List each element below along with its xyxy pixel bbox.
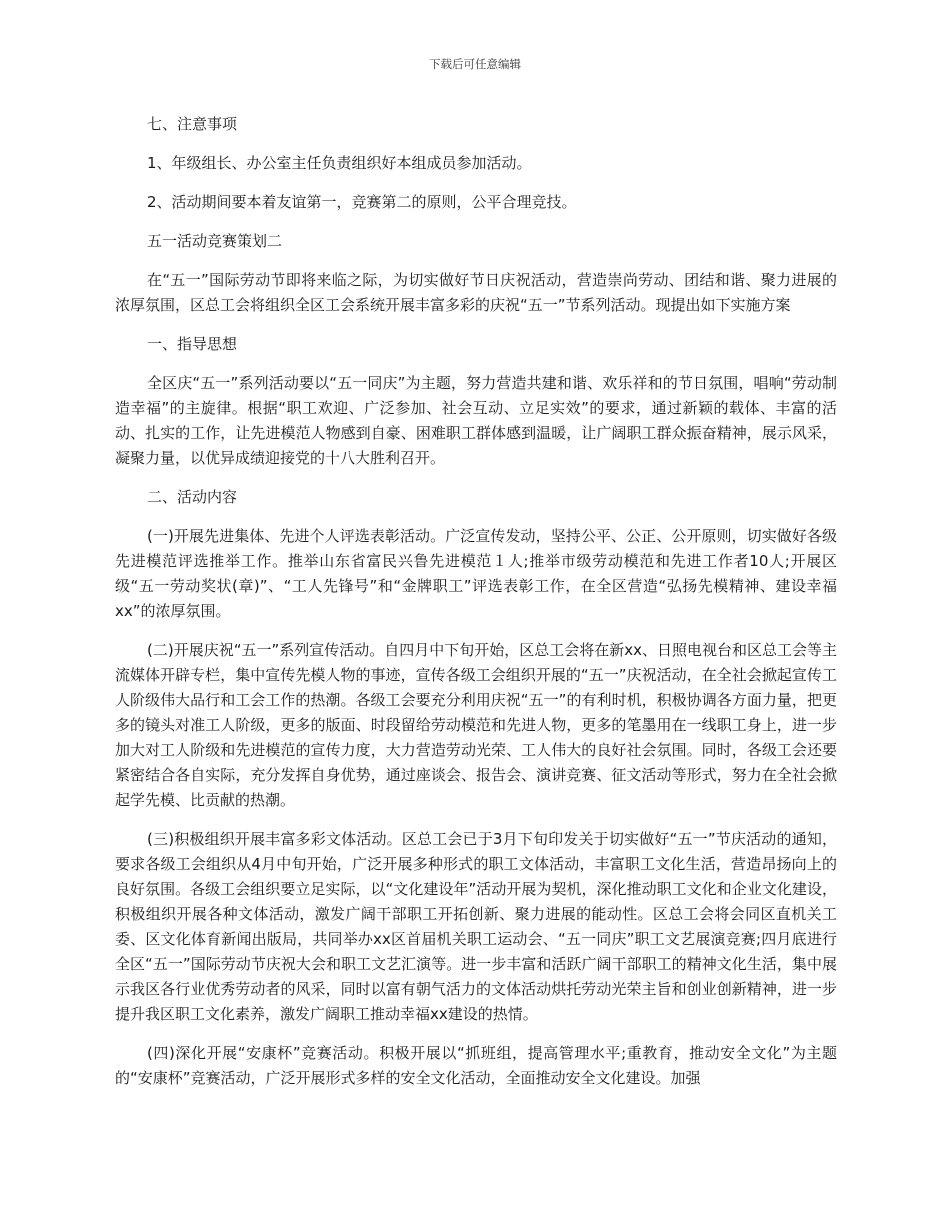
section-title: 一、指导思想 [147,335,238,353]
section-title: 二、活动内容 [147,488,238,506]
content-item-2: (二)开展庆祝“五一”系列宣传活动。自四月中下旬开始，区总工会将在新xx、日照电视台和区总工会等主流媒体开辟专栏，集中宣传先模人物的事迹，宣传各级工会组织开展的“五一”庆祝活动，在全社会掀起宣传工人阶级伟大品行和工会工作的热潮。各级工会要充分利用庆祝“五一”的有利时机，积极协调各方面力量，把更多的镜头对准工人阶级，更多的版面、时段留给劳动模范和先进人物，更多的笔墨用在一线职工身上，进一步加大对工人阶级和先进模范的宣传力度，大力营造劳动光荣、工人伟大的良好社会氛围。同时，各级工会还要紧密结合各自实际，充分发挥自身优势，通过座谈会、报告会、演讲竞赛、征文活动等形式，努力在全社会掀起学先模、比贡献的热潮。 [115,641,838,809]
list-item: 2、活动期间要本着友谊第一，竞赛第二的原则，公平合理竞技。 [147,193,577,211]
document-body [115,112,837,1105]
intro-paragraph: 在“五一”国际劳动节即将来临之际，为切实做好节日庆祝活动，营造崇尚劳动、团结和谐、聚力进展的浓厚氛围，区总工会将组织全区工会系统开展丰富多彩的庆祝“五一”节系列活动。现提出如下实施方案 [115,271,837,314]
guide-paragraph: 全区庆“五一”系列活动要以“五一同庆”为主题，努力营造共建和谐、欢乐祥和的节日氛围，唱响“劳动制造幸福”的主旋律。根据“职工欢迎、广泛参加、社会互动、立足实效”的要求，通过新颖的载体、丰富的活动、扎实的工作，让先进模范人物感到自豪、困难职工群体感到温暖，让广阔职工群众振奋精神，展示风采，凝聚力量，以优异成绩迎接党的十八大胜利召开。 [115,374,837,467]
list-item: 1、年级组长、办公室主任负责组织好本组成员参加活动。 [147,154,532,172]
plan-title: 五一活动竞赛策划二 [147,232,283,250]
content-item-4: (四)深化开展“安康杯”竞赛活动。积极开展以“抓班组，提高管理水平;重教育，推动安全文化”为主题的“安康杯”竞赛活动，广泛开展形式多样的安全文化活动，全面推动安全文化建设。加强 [115,1044,837,1087]
section-title: 七、注意事项 [147,115,238,133]
content-item-1: (一)开展先进集体、先进个人评选表彰活动。广泛宣传发动，坚持公平、公正、公开原则，切实做好各级先进模范评选推举工作。推举山东省富民兴鲁先进模范１人;推举市级劳动模范和先进工作者10人;开展区级“五一劳动奖状(章)”、“工人先锋号”和“金牌职工”评选表彰工作，在全区营造“弘扬先模精神、建设幸福xx”的浓厚氛围。 [115,527,837,620]
header-note: 下载后可任意编辑 [429,57,521,71]
content-item-3: (三)积极组织开展丰富多彩文体活动。区总工会已于3月下旬印发关于切实做好“五一”节庆活动的通知，要求各级工会组织从4月中旬开始，广泛开展多种形式的职工文体活动，丰富职工文化生活，营造昂扬向上的良好氛围。各级工会组织要立足实际，以“文化建设年”活动开展为契机，深化推动职工文化和企业文化建设，积极组织开展各种文体活动，激发广阔干部职工开拓创新、聚力进展的能动性。区总工会将会同区直机关工委、区文化体育新闻出版局，共同举办xx区首届机关职工运动会、“五一同庆”职工文艺展演竞赛;四月底进行全区“五一”国际劳动节庆祝大会和职工文艺汇演等。进一步丰富和活跃广阔干部职工的精神文化生活，集中展示我区各行业优秀劳动者的风采，同时以富有朝气活力的文体活动烘托劳动光荣主旨和创业创新精神，进一步提升我区职工文化素养，激发广阔职工推动幸福xx建设的热情。 [115,830,837,1023]
